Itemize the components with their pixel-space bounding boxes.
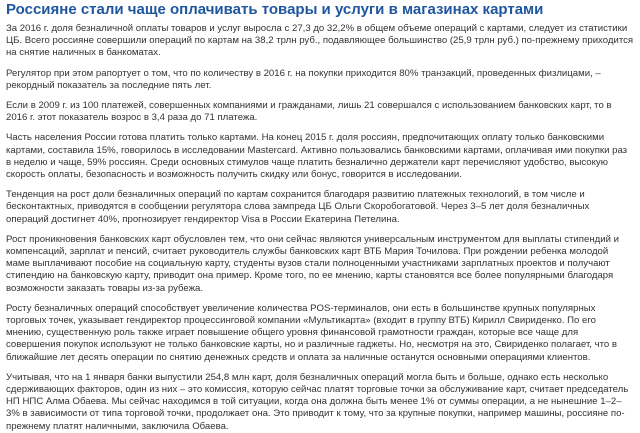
article-paragraph: Тенденция на рост доли безналичных операций по картам сохранится благодаря развитию платежных технологий, в том числе и бесконтактных, приводятся в сообщении регулятора слова зампреда ЦБ Ольги Скоробогатовой. Через 3–5 лет доля безналичных операций достигнет 40%, прогнозирует гендиректор Visa в России Екатерина Петелина. xyxy=(6,189,590,225)
article-paragraph: Если в 2009 г. из 100 платежей, совершенных компаниями и гражданами, лишь 21 совершался с использованием банковских карт, то в 2016 г. этот показатель возрос в 3,4 раза до 71 платежа. xyxy=(6,100,612,124)
article-title: Россияне стали чаще оплачивать товары и услуги в магазинах картами xyxy=(6,1,544,18)
article-paragraph: Учитывая, что на 1 января банки выпустили 254,8 млн карт, доля безналичных операций могла быть и больше, однако есть несколько сдерживающих факторов, один из них – это комиссия, которую сейчас платят торговые точки за обслуживание карт, считает председатель НП НПС Алма Обаева. Мы сейчас находимся в той ситуации, когда она должна быть менее 1% от суммы операции, а не нынешние 1–2–3% в зависимости от типа торговой точки, продолжает она. Это приводит к тому, что за крупные покупки, например машины, россияне по-прежнему платят наличными, заключила Обаева. xyxy=(6,371,629,432)
article-paragraph: За 2016 г. доля безналичной оплаты товаров и услуг выросла с 27,3 до 32,2% в общем объеме операций с картами, следует из статистики ЦБ. Всего россияне совершили операций по картам на 38,2 трлн руб., подавляющее большинство (25,9 трлн руб.) по-прежнему приходится на снятие наличных в банкоматах. xyxy=(6,23,634,59)
article-paragraph: Регулятор при этом рапортует о том, что по количеству в 2016 г. на покупки приходится 80% транзакций, проведенных физлицами, – рекордный показатель за последние пять лет. xyxy=(6,67,601,91)
article-paragraph: Росту безналичных операций способствует увеличение количества POS-терминалов, они есть в большинстве крупных популярных торговых точек, указывает гендиректор процессинговой компании «Мультикарта» (входит в группу ВТБ) Кирилл Свириденко. По его мнению, существенную роль также играет повышение общего уровня финансовой грамотности граждан, которые все чаще для совершения покупок используют не только банковские карты, но и различные гаджеты. Но, несмотря на это, Свириденко полагает, что в ближайшие лет десять операции по снятию денежных средств и оплата за наличные останутся основными операциями клиентов. xyxy=(6,302,617,363)
article-paragraph: Рост проникновения банковских карт обусловлен тем, что они сейчас являются универсальным инструментом для выплаты стипендий и компенсаций, зарплат и пенсий, считает руководитель службы банковских карт ВТБ Мария Точилова. При рождении ребенка молодой маме выплачивают пособие на социальную карту, студенты вузов стали полноценными участниками зарплатных проектов и получают стипендию на банковскую карту, приводит она пример. Кроме того, по ее мнению, карты становятся все более популярными благодаря возможности заказать товары из-за рубежа. xyxy=(6,233,619,294)
article-paragraph: Часть населения России готова платить только картами. На конец 2015 г. доля россиян, предпочитающих оплату только банковскими картами, составила 15%, говорилось в исследовании Mastercard. Активно пользовались банковскими картами, оплачивая ими покупки раз в неделю и чаще, 59% россиян. Среди основных стимулов чаще платить безналично держатели карт перечисляют удобство, высокую скорость оплаты, безопасность и возможность получить скидку или бонус, говорится в исследовании. xyxy=(6,132,628,181)
